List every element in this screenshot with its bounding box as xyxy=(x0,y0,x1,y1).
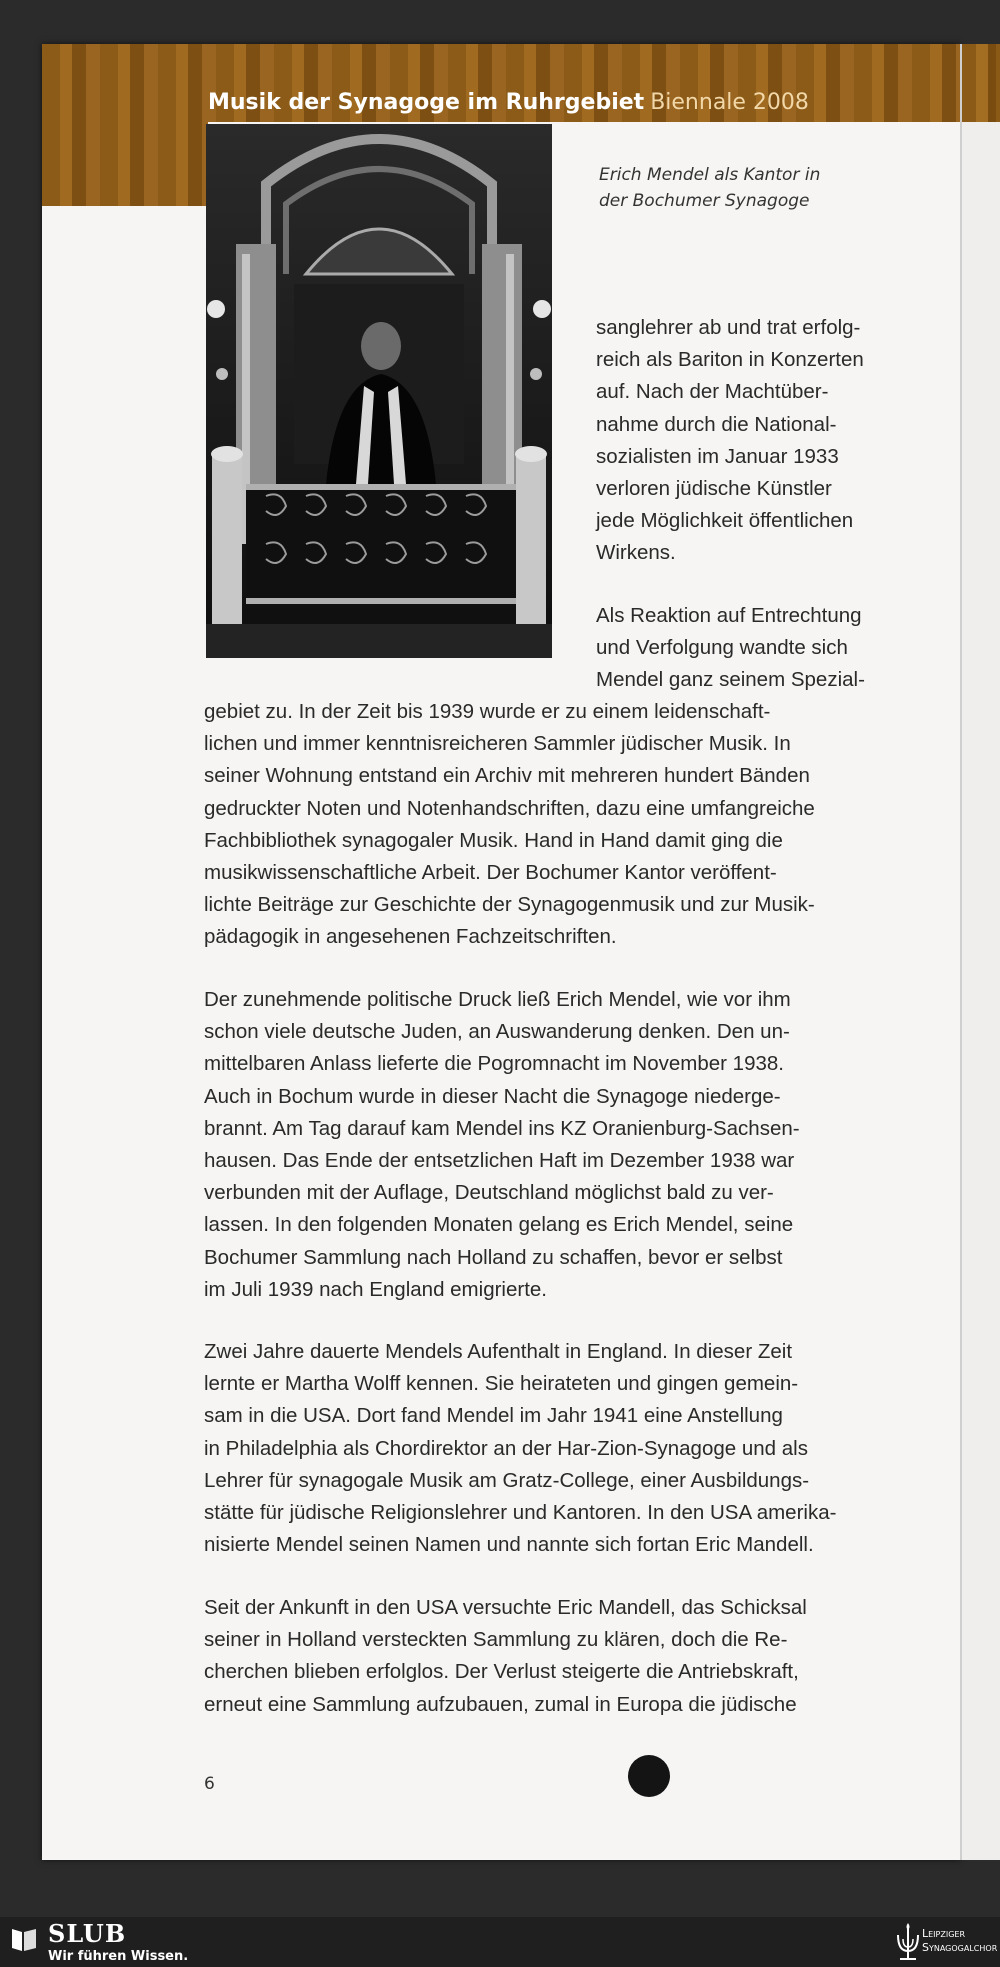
text-line: reich als Bariton in Konzerten xyxy=(596,348,864,372)
caption-line: der Bochumer Synagoge xyxy=(599,191,810,211)
library-name[interactable]: SLUB xyxy=(48,1919,127,1948)
text-line: Lehrer für synagogale Musik am Gratz-College, einer Ausbildungs- xyxy=(204,1468,810,1492)
text-line: musikwissenschaftliche Arbeit. Der Bochumer Kantor veröffent- xyxy=(204,861,777,885)
text-line: schon viele deutsche Juden, an Auswanderung denken. Den un- xyxy=(204,1020,790,1044)
synagogue-photo-drawing xyxy=(206,124,552,658)
text-line: nahme durch die National- xyxy=(596,412,837,436)
text-line: Wirkens. xyxy=(596,541,676,565)
text-line: sam in die USA. Dort fand Mendel im Jahr 1941 eine Anstellung xyxy=(204,1404,783,1428)
page-number: 6 xyxy=(204,1774,215,1794)
text-line: in Philadelphia als Chordirektor an der Har-Zion-Synagoge und als xyxy=(204,1436,808,1460)
choir-name-line: Synagogalchor xyxy=(922,1941,998,1954)
text-line: Als Reaktion auf Entrechtung xyxy=(596,604,862,627)
text-line: sozialisten im Januar 1933 xyxy=(596,444,839,468)
brochure-page xyxy=(42,44,960,1860)
text-line: verbunden mit der Auflage, Deutschland möglichst bald zu ver- xyxy=(204,1181,774,1205)
text-line: Mendel ganz seinem Spezial- xyxy=(596,668,865,692)
text-line: sanglehrer ab und trat erfolg- xyxy=(596,316,861,339)
library-tagline: Wir führen Wissen. xyxy=(48,1949,189,1964)
punch-hole xyxy=(628,1755,670,1797)
header-title-main: Musik der Synagoge im Ruhrgebiet xyxy=(208,90,645,115)
text-line: im Juli 1939 nach England emigrierte. xyxy=(204,1277,547,1301)
text-line: lernte er Martha Wolff kennen. Sie heirateten und gingen gemein- xyxy=(204,1372,799,1396)
next-page-edge xyxy=(960,44,1000,1860)
header-title xyxy=(208,90,809,115)
paragraph-2-continued xyxy=(204,696,944,954)
paragraph-4 xyxy=(204,1336,944,1561)
text-line: seiner in Holland versteckten Sammlung zu klären, doch die Re- xyxy=(204,1628,788,1652)
text-line: mittelbaren Anlass lieferte die Pogromnacht im November 1938. xyxy=(204,1052,784,1076)
text-line: Fachbibliothek synagogaler Musik. Hand in Hand damit ging die xyxy=(204,828,783,852)
text-line: Der zunehmende politische Druck ließ Erich Mendel, wie vor ihm xyxy=(204,988,791,1011)
book-icon[interactable] xyxy=(10,1927,38,1953)
text-line: erneut eine Sammlung aufzubauen, zumal in Europa die jüdische xyxy=(204,1692,797,1716)
text-line: Zwei Jahre dauerte Mendels Aufenthalt in England. In dieser Zeit xyxy=(204,1340,793,1363)
text-line: verloren jüdische Künstler xyxy=(596,477,832,501)
paragraph-2-start xyxy=(596,600,956,697)
text-line: jede Möglichkeit öffentlichen xyxy=(596,509,854,533)
header-band-extension xyxy=(42,122,208,206)
text-line: und Verfolgung wandte sich xyxy=(596,636,848,660)
text-line: lassen. In den folgenden Monaten gelang es Erich Mendel, seine xyxy=(204,1213,794,1237)
text-line: seiner Wohnung entstand ein Archiv mit mehreren hundert Bänden xyxy=(204,764,810,788)
choir-name-line: Leipziger xyxy=(922,1927,966,1940)
caption-line: Erich Mendel als Kantor in xyxy=(599,165,821,185)
text-line: Auch in Bochum wurde in dieser Nacht die Synagoge niederge- xyxy=(204,1084,781,1108)
text-line: gebiet zu. In der Zeit bis 1939 wurde er zu einem leidenschaft- xyxy=(204,700,771,723)
text-line: cherchen blieben erfolglos. Der Verlust steigerte die Antriebskraft, xyxy=(204,1660,799,1684)
paragraph-3 xyxy=(204,984,944,1306)
text-line: nisierte Mendel seinen Namen und nannte sich fortan Eric Mandell. xyxy=(204,1533,814,1557)
paragraph-1 xyxy=(596,312,956,570)
text-line: hausen. Das Ende der entsetzlichen Haft im Dezember 1938 war xyxy=(204,1149,795,1173)
text-line: Seit der Ankunft in den USA versuchte Eric Mandell, das Schicksal xyxy=(204,1596,807,1619)
next-page-header-band xyxy=(962,44,1000,122)
photo-cantor-in-synagogue xyxy=(206,124,552,658)
choir-name xyxy=(922,1927,997,1955)
menorah-icon xyxy=(894,1921,922,1963)
text-line: lichte Beiträge zur Geschichte der Synagogenmusik und zur Musik- xyxy=(204,893,815,917)
paragraph-5 xyxy=(204,1592,944,1721)
text-line: gedruckter Noten und Notenhandschriften, dazu eine umfangreiche xyxy=(204,796,815,820)
text-line: pädagogik in angesehenen Fachzeitschriften. xyxy=(204,925,617,949)
header-title-sub: Biennale 2008 xyxy=(650,90,809,115)
text-line: brannt. Am Tag darauf kam Mendel ins KZ Oranienburg-Sachsen- xyxy=(204,1116,800,1140)
photo-caption xyxy=(599,162,899,214)
text-line: auf. Nach der Machtüber- xyxy=(596,380,829,404)
viewer-footer xyxy=(0,1917,1000,1967)
text-line: lichen und immer kenntnisreicheren Sammler jüdischer Musik. In xyxy=(204,732,791,756)
text-line: stätte für jüdische Religionslehrer und Kantoren. In den USA amerika- xyxy=(204,1501,837,1525)
text-line: Bochumer Sammlung nach Holland zu schaffen, bevor er selbst xyxy=(204,1245,783,1269)
